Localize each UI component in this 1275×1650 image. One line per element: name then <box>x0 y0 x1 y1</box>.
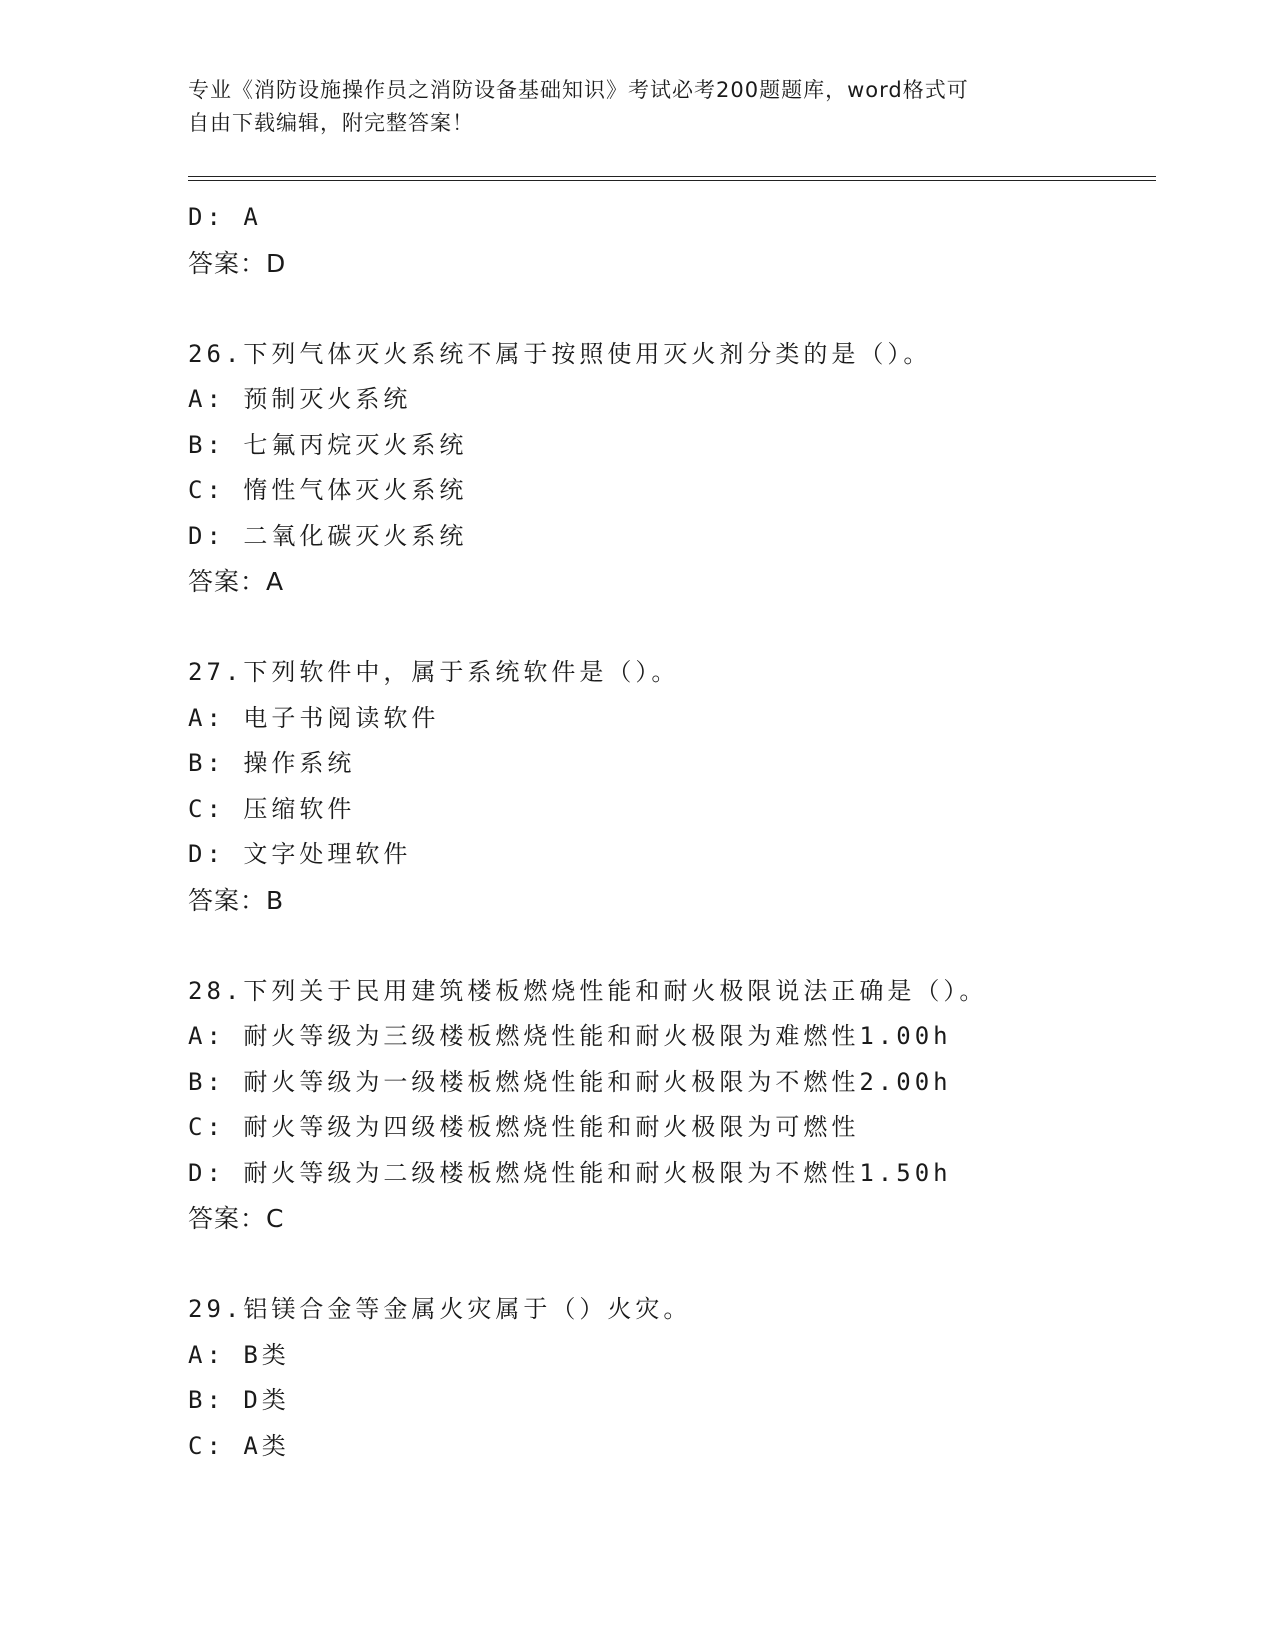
option-d: D: A <box>188 203 262 231</box>
option-a: A: 耐火等级为三级楼板燃烧性能和耐火极限为难燃性1.00h <box>188 1022 952 1050</box>
header-title-line-2: 自由下载编辑，附完整答案！ <box>188 111 474 135</box>
answer: 答案：D <box>188 248 287 278</box>
question-stem: 27.下列软件中，属于系统软件是（）。 <box>188 658 680 686</box>
answer: 答案：B <box>188 885 285 915</box>
question-list <box>188 195 1156 1469</box>
header-title-line-1: 专业《消防设施操作员之消防设备基础知识》考试必考200题题库，word格式可 <box>188 78 969 102</box>
option-c: C: 惰性气体灭火系统 <box>188 476 468 504</box>
option-d: D: 文字处理软件 <box>188 840 412 868</box>
answer: 答案：C <box>188 1204 285 1233</box>
question-29 <box>188 1287 1156 1469</box>
question-28 <box>188 969 1156 1242</box>
question-26 <box>188 332 1156 605</box>
answer: 答案：A <box>188 567 285 596</box>
option-b: B: 操作系统 <box>188 749 356 777</box>
option-c: C: 压缩软件 <box>188 794 356 823</box>
page-header <box>188 74 1088 140</box>
option-a: A: 预制灭火系统 <box>188 385 412 413</box>
option-a: A: B类 <box>188 1340 290 1369</box>
question-stem: 29.铝镁合金等金属火灾属于（）火灾。 <box>188 1295 692 1323</box>
option-c: C: 耐火等级为四级楼板燃烧性能和耐火极限为可燃性 <box>188 1113 860 1141</box>
option-a: A: 电子书阅读软件 <box>188 703 440 732</box>
question-27 <box>188 650 1156 923</box>
option-b: B: D类 <box>188 1386 290 1414</box>
option-b: B: 耐火等级为一级楼板燃烧性能和耐火极限为不燃性2.00h <box>188 1067 952 1096</box>
option-d: D: 耐火等级为二级楼板燃烧性能和耐火极限为不燃性1.50h <box>188 1158 952 1187</box>
question-stem: 28.下列关于民用建筑楼板燃烧性能和耐火极限说法正确是（）。 <box>188 976 988 1005</box>
question-stem: 26.下列气体灭火系统不属于按照使用灭火剂分类的是（）。 <box>188 339 932 368</box>
option-c: C: A类 <box>188 1431 290 1460</box>
option-d: D: 二氧化碳灭火系统 <box>188 521 468 550</box>
header-divider <box>188 176 1156 181</box>
option-b: B: 七氟丙烷灭火系统 <box>188 430 468 459</box>
